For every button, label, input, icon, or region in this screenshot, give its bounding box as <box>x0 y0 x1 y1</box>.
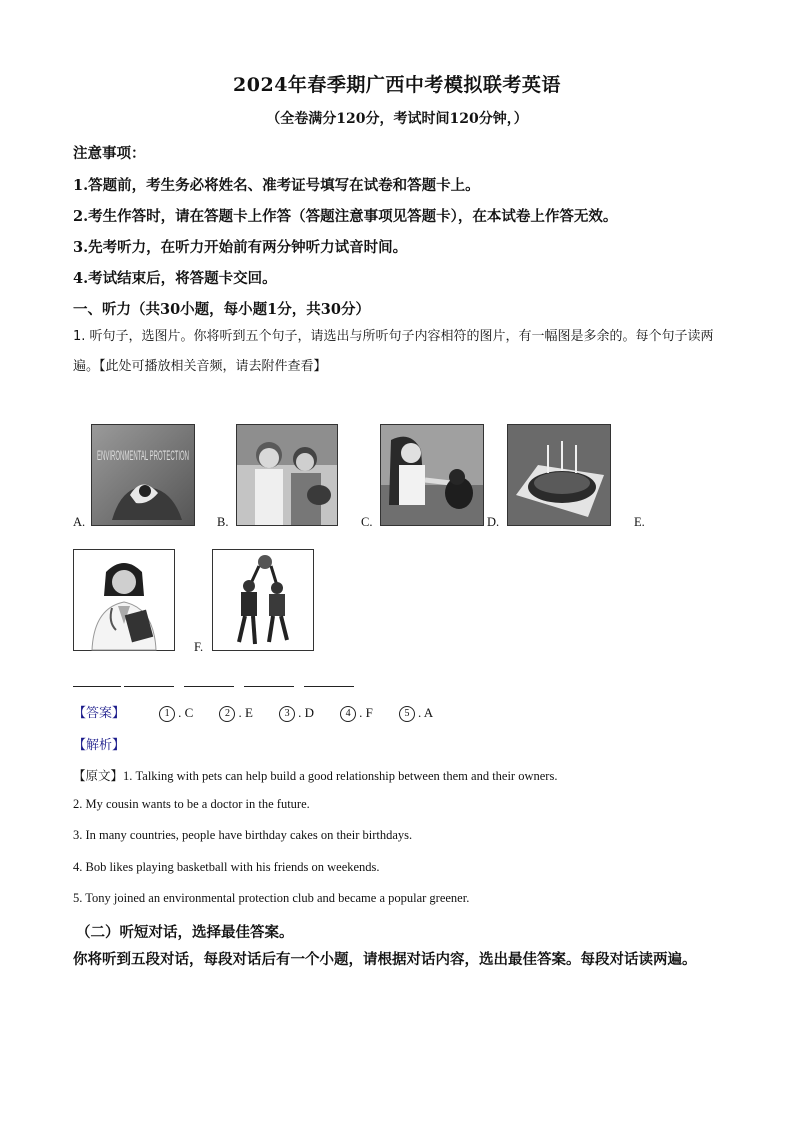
option-label: D. <box>487 515 500 529</box>
transcript-text: 1. Talking with pets can help build a good relationship between them and their owners. <box>123 769 558 783</box>
environmental-protection-poster-icon <box>92 425 194 525</box>
answer-item <box>219 705 252 722</box>
option-label: A. <box>73 515 86 529</box>
transcript-label: 【原文】 <box>73 768 124 783</box>
notice-item: 2.考生作答时，请在答题卡上作答（答题注意事项见答题卡），在本试卷上作答无效。 <box>73 208 618 225</box>
answer-blank[interactable] <box>124 686 174 687</box>
analysis-label: 【解析】 <box>73 738 126 753</box>
answer-label: 【答案】 <box>73 706 126 721</box>
answer-blank[interactable] <box>304 686 354 687</box>
option-label: F. <box>194 640 204 654</box>
two-kids-with-baseball-gloves-icon <box>237 425 337 525</box>
answer-blank[interactable] <box>184 686 234 687</box>
girl-with-pet-dog-icon <box>381 425 483 525</box>
option-label: E. <box>634 515 645 529</box>
answer-number: 4 <box>340 706 356 722</box>
option-label: C. <box>361 515 373 529</box>
answer-item <box>399 705 433 722</box>
answer-blank[interactable] <box>244 686 294 687</box>
transcript-line: 3. In many countries, people have birthday cakes on their birthdays. <box>73 828 413 842</box>
notice-heading: 注意事项： <box>73 145 146 162</box>
answer-value: . A <box>417 705 434 720</box>
transcript-line: 2. My cousin wants to be a doctor in the future. <box>73 797 310 811</box>
answer-number: 3 <box>279 706 295 722</box>
picture-f[interactable] <box>212 549 314 651</box>
picture-d[interactable] <box>507 424 611 526</box>
question-text: 1. 听句子，选图片。你将听到五个句子，请选出与所听句子内容相符的图片，有一幅图是多余的。每个句子读两遍。【此处可播放相关音频，请去附件查看】 <box>73 329 714 374</box>
answer-item <box>279 705 314 722</box>
answer-value: . E <box>238 705 253 720</box>
answer-item <box>159 705 193 722</box>
page-title: 2024年春季期广西中考模拟联考英语 <box>233 74 561 96</box>
notice-item: 3.先考听力，在听力开始前有两分钟听力试音时间。 <box>73 239 408 256</box>
section2-instruction: 你将听到五段对话，每段对话后有一个小题，请根据对话内容，选出最佳答案。每段对话读两遍。 <box>73 951 697 968</box>
picture-b[interactable] <box>236 424 338 526</box>
section2-heading: （二）听短对话，选择最佳答案。 <box>76 924 294 941</box>
picture-a[interactable] <box>91 424 195 526</box>
answer-value: . D <box>298 705 314 720</box>
answer-value: . F <box>359 705 373 720</box>
transcript-line: 5. Tony joined an environmental protection club and became a popular greener. <box>73 891 470 905</box>
picture-c[interactable] <box>380 424 484 526</box>
picture-e[interactable] <box>73 549 175 651</box>
answer-value: . C <box>178 705 194 720</box>
birthday-cake-icon <box>508 425 610 525</box>
option-label: B. <box>217 515 229 529</box>
answer-blank[interactable] <box>73 686 121 687</box>
answer-number: 2 <box>219 706 235 722</box>
notice-item: 4.考试结束后，将答题卡交回。 <box>73 270 277 287</box>
notice-item: 1.答题前，考生务必将姓名、准考证号填写在试卷和答题卡上。 <box>73 177 480 194</box>
doctor-with-clipboard-icon <box>74 550 174 650</box>
answer-number: 5 <box>399 706 415 722</box>
page-subtitle: （全卷满分120分，考试时间120分钟，） <box>266 111 528 127</box>
transcript-line: 4. Bob likes playing basketball with his friends on weekends. <box>73 860 380 874</box>
answer-number: 1 <box>159 706 175 722</box>
answer-row <box>73 702 455 722</box>
poster-caption: ENVIRONMENTAL PROTECTION <box>97 447 189 463</box>
boys-playing-basketball-icon <box>213 550 313 650</box>
transcript-line <box>73 766 557 784</box>
section-heading: 一、听力（共30小题，每小题1分，共30分） <box>73 301 370 318</box>
answer-item <box>340 705 373 722</box>
